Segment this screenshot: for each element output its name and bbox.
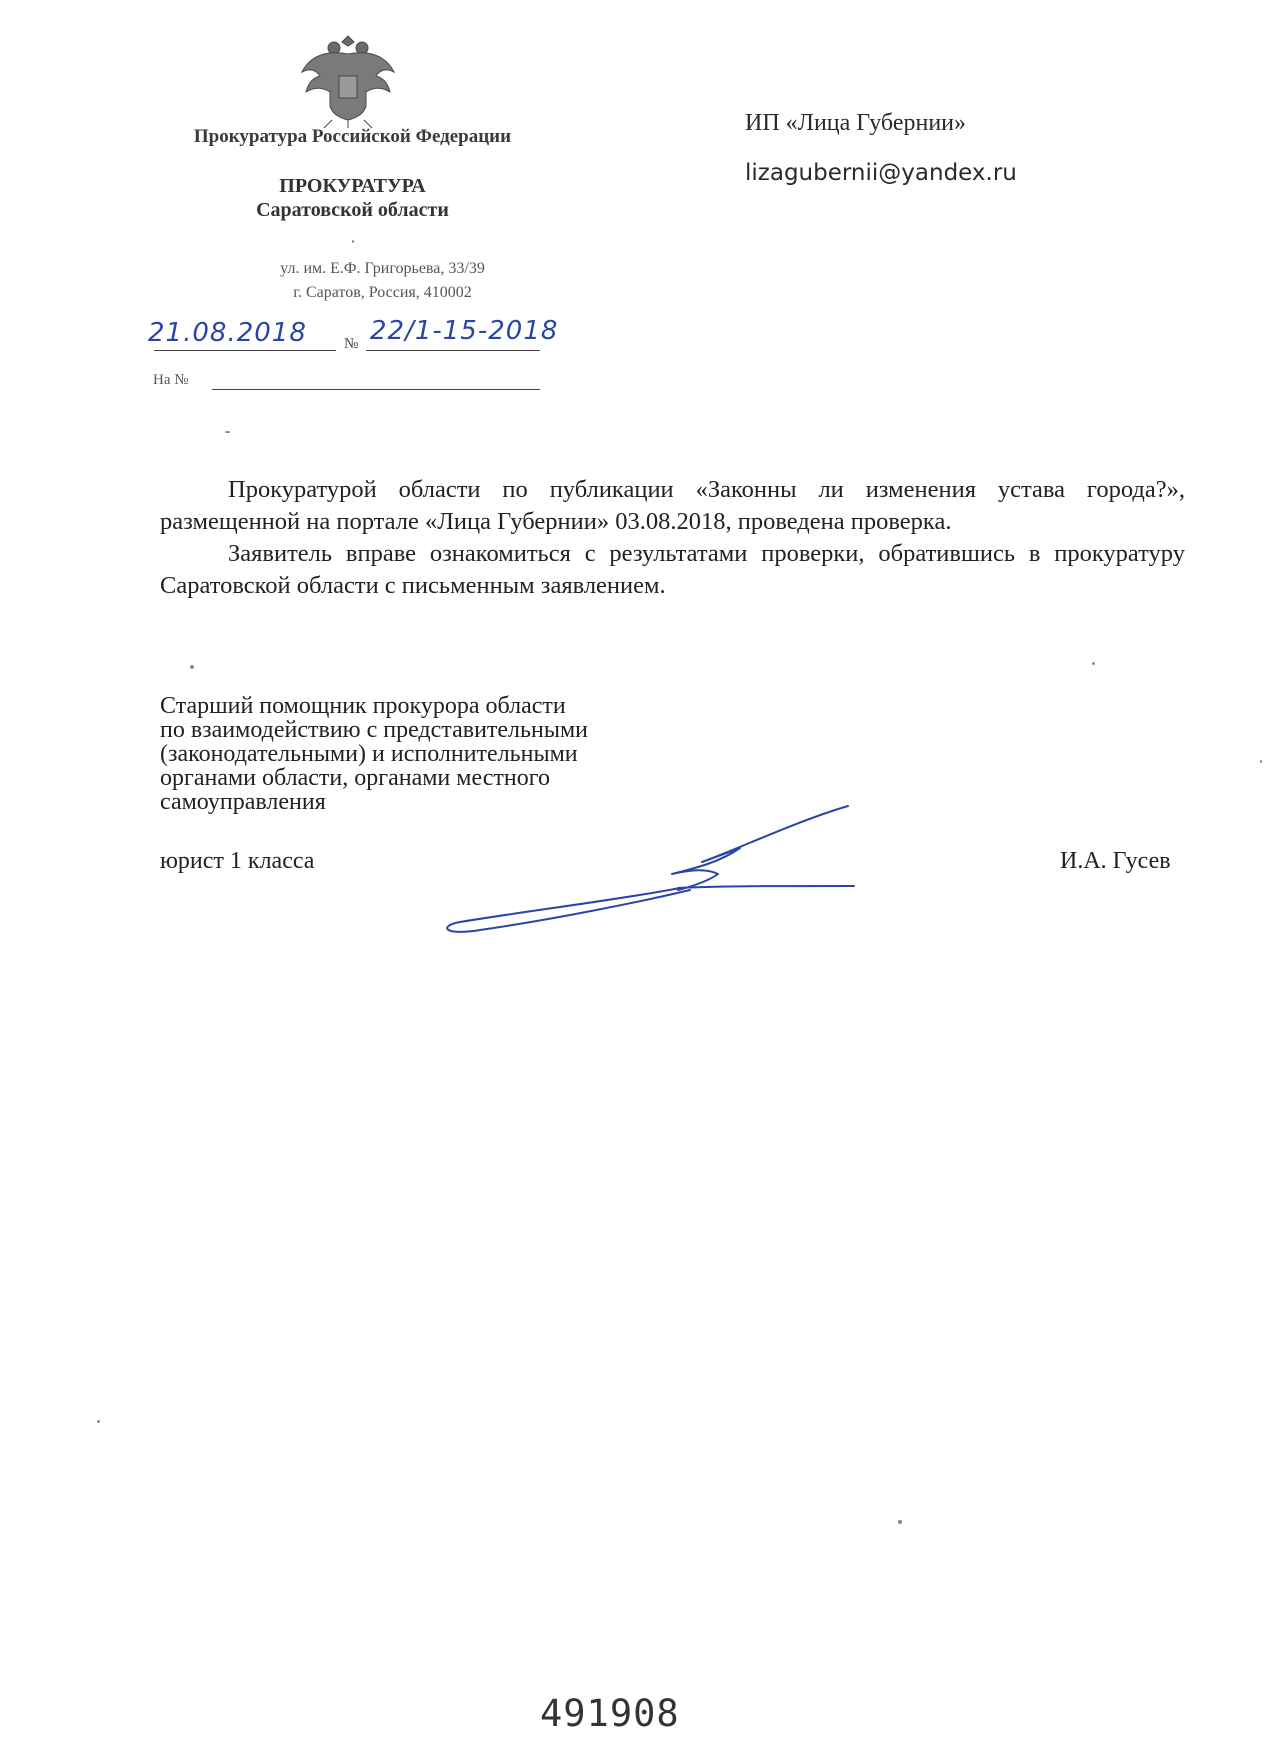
scan-speck xyxy=(225,431,230,433)
date-underline xyxy=(154,350,336,351)
office-address xyxy=(150,257,615,305)
office-name-line2: Саратовской области xyxy=(256,199,449,221)
signatory-title-line4: органами области, органами местного xyxy=(160,765,550,791)
scan-speck xyxy=(352,240,354,243)
scan-speck xyxy=(97,1420,100,1423)
recipient-email: lizagubernii@yandex.ru xyxy=(745,160,1017,186)
body-paragraph-1: Прокуратурой области по публикации «Законны ли изменения устава города?», размещенной на портале «Лица Губернии» 03.08.2018, проведена проверка. xyxy=(160,476,1185,535)
letter-body xyxy=(160,474,1185,602)
scan-speck xyxy=(898,1520,902,1524)
recipient-name: ИП «Лица Губернии» xyxy=(745,110,967,136)
number-underline xyxy=(366,350,540,351)
office-name-line1: ПРОКУРАТУРА xyxy=(279,175,426,197)
reply-to-underline xyxy=(212,389,540,390)
signatory-title-line5: самоуправления xyxy=(160,789,326,815)
signatory-class: юрист 1 класса xyxy=(160,848,315,874)
reply-to-label: На № xyxy=(153,372,189,388)
handwritten-signature xyxy=(440,790,860,940)
regional-office-name xyxy=(120,174,585,222)
signatory-title-line3: (законодательными) и исполнительными xyxy=(160,741,578,767)
address-line2: г. Саратов, Россия, 410002 xyxy=(293,284,472,301)
signatory-name: И.А. Гусев xyxy=(1060,848,1171,874)
number-sign: № xyxy=(344,336,359,352)
signatory-title-line2: по взаимодействию с представительными xyxy=(160,717,588,743)
scan-speck xyxy=(1260,760,1262,763)
handwritten-date: 21.08.2018 xyxy=(148,318,307,348)
scan-speck xyxy=(1092,662,1095,665)
address-line1: ул. им. Е.Ф. Григорьева, 33/39 xyxy=(280,260,485,277)
coat-of-arms-icon xyxy=(296,32,400,132)
handwritten-number: 22/1-15-2018 xyxy=(370,316,559,346)
signatory-title-line1: Старший помощник прокурора области xyxy=(160,693,566,719)
body-paragraph-2: Заявитель вправе ознакомиться с результатами проверки, обратившись в прокуратуру Саратовской области с письменным заявлением. xyxy=(160,540,1185,599)
document-number: 491908 xyxy=(540,1692,680,1735)
scan-speck xyxy=(190,665,194,669)
federal-office-name: Прокуратура Российской Федерации xyxy=(193,126,512,147)
